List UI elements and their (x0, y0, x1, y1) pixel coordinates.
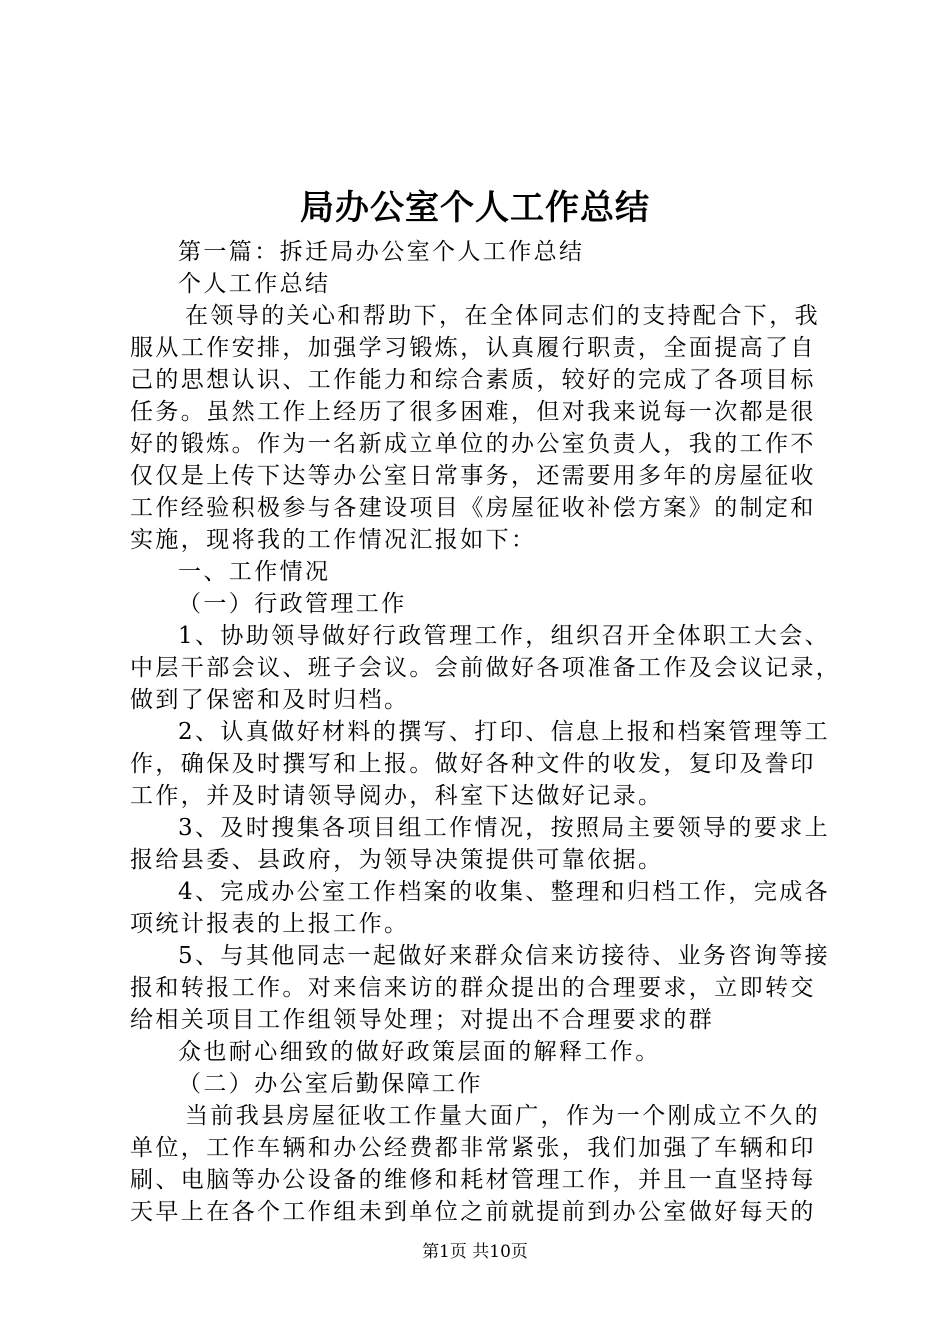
text-line: 工作，并及时请领导阅办，科室下达做好记录。 (130, 783, 664, 809)
text-line: 实施，现将我的工作情况汇报如下： (130, 527, 537, 553)
text-line: 中层干部会议、班子会议。会前做好各项准备工作及会议记录， (130, 655, 842, 681)
document-title: 局办公室个人工作总结 (300, 188, 650, 228)
text-line: 服从工作安排，加强学习锻炼，认真履行职责，全面提高了自 (130, 335, 816, 361)
text-line: 众也耐心细致的做好政策层面的解释工作。 (178, 1039, 661, 1065)
text-line: 1、协助领导做好行政管理工作，组织召开全体职工大会、 (178, 623, 831, 649)
text-line: 己的思想认识、工作能力和综合素质，较好的完成了各项目标 (130, 367, 816, 393)
text-line: 天早上在各个工作组未到单位之前就提前到办公室做好每天的 (130, 1199, 816, 1225)
text-line: 5、与其他同志一起做好来群众信来访接待、业务咨询等接 (178, 943, 831, 969)
text-line: 报和转报工作。对来信来访的群众提出的合理要求，立即转交 (130, 975, 816, 1001)
text-line: 3、及时搜集各项目组工作情况，按照局主要领导的要求上 (178, 815, 831, 841)
text-line: 报给县委、县政府，为领导决策提供可靠依据。 (130, 847, 664, 873)
text-line: （一）行政管理工作 (178, 591, 407, 617)
text-line: 4、完成办公室工作档案的收集、整理和归档工作，完成各 (178, 879, 831, 905)
text-line: 工作经验积极参与各建设项目《房屋征收补偿方案》的制定和 (130, 495, 816, 521)
text-line: 单位，工作车辆和办公经费都非常紧张，我们加强了车辆和印 (130, 1135, 816, 1161)
text-line: 做到了保密和及时归档。 (130, 687, 410, 713)
text-line: 个人工作总结 (178, 271, 331, 297)
text-line: 给相关项目工作组领导处理；对提出不合理要求的群 (130, 1007, 715, 1033)
text-line: （二）办公室后勤保障工作 (178, 1071, 483, 1097)
page-footer: 第1页 共10页 (422, 1242, 528, 1262)
text-line: 好的锻炼。作为一名新成立单位的办公室负责人，我的工作不 (130, 431, 816, 457)
text-line: 在领导的关心和帮助下，在全体同志们的支持配合下，我 (185, 303, 820, 329)
text-line: 2、认真做好材料的撰写、打印、信息上报和档案管理等工 (178, 719, 831, 745)
document-body (130, 236, 842, 1228)
text-line: 一、工作情况 (178, 559, 331, 585)
text-line: 仅仅是上传下达等办公室日常事务，还需要用多年的房屋征收 (130, 463, 816, 489)
text-line: 第一篇：拆迁局办公室个人工作总结 (178, 239, 585, 265)
text-line: 刷、电脑等办公设备的维修和耗材管理工作，并且一直坚持每 (130, 1167, 816, 1193)
text-line: 项统计报表的上报工作。 (130, 911, 410, 937)
text-line: 作，确保及时撰写和上报。做好各种文件的收发，复印及誊印 (130, 751, 816, 777)
text-line: 任务。虽然工作上经历了很多困难，但对我来说每一次都是很 (130, 399, 816, 425)
text-line: 当前我县房屋征收工作量大面广，作为一个刚成立不久的 (185, 1103, 820, 1129)
